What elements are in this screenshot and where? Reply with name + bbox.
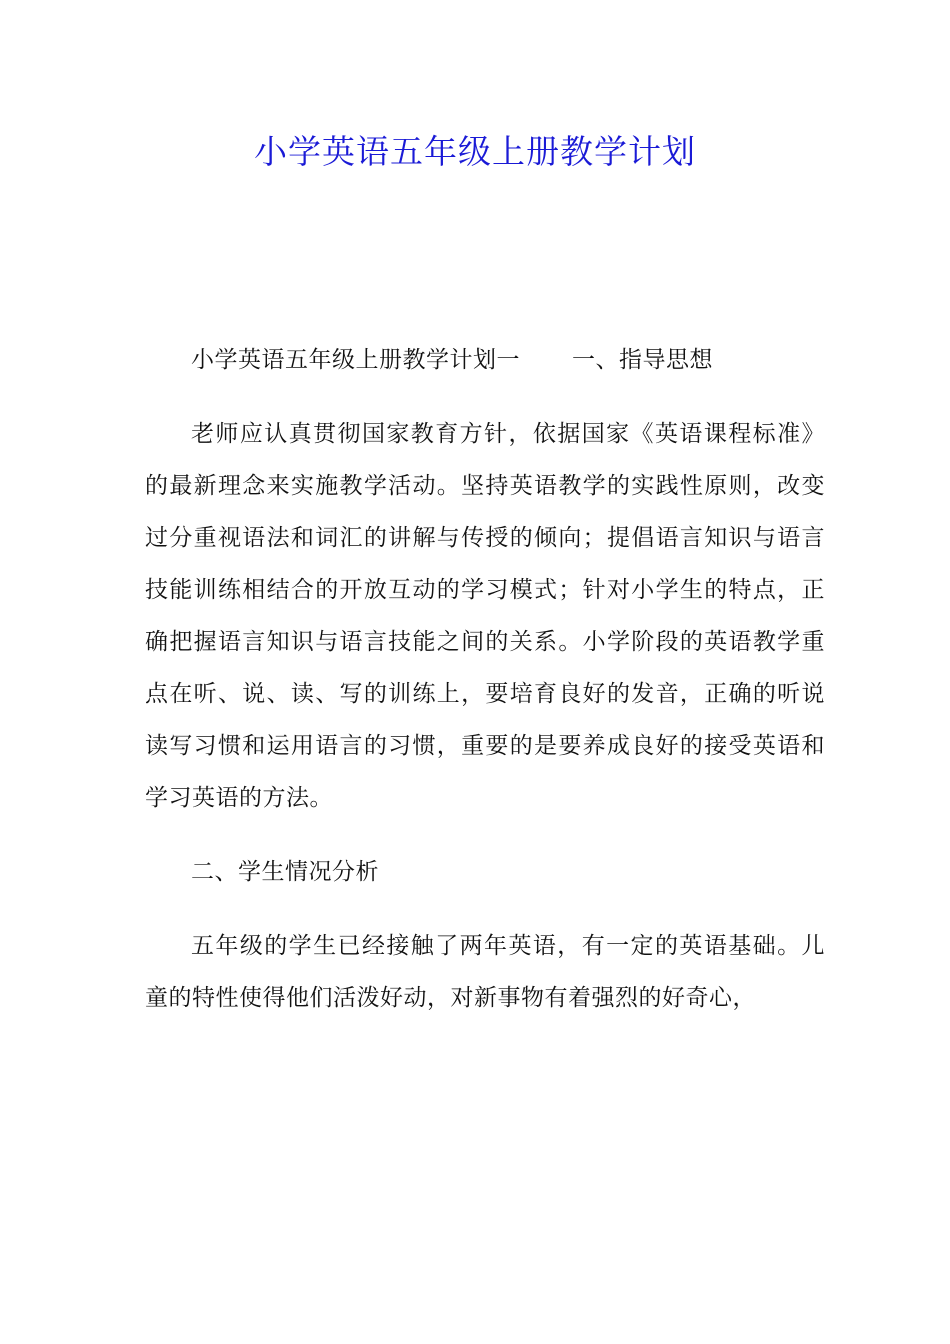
section-heading-line — [145, 334, 825, 386]
plan-subtitle: 小学英语五年级上册教学计划一 — [191, 347, 520, 373]
document-body — [145, 334, 825, 1046]
paragraph-guiding-thought: 老师应认真贯彻国家教育方针，依据国家《英语课程标准》的最新理念来实施教学活动。坚持英语教学的实践性原则，改变过分重视语法和词汇的讲解与传授的倾向；提倡语言知识与语言技能训练相结合的开放互动的学习模式；针对小学生的特点，正确把握语言知识与语言技能之间的关系。小学阶段的英语教学重点在听、说、读、写的训练上，要培育良好的发音，正确的听说读写习惯和运用语言的习惯，重要的是要养成良好的接受英语和学习英语的方法。 — [145, 421, 825, 811]
section-heading-guiding-thought: 一、指导思想 — [572, 347, 713, 373]
section-heading-student-analysis: 二、学生情况分析 — [191, 859, 379, 885]
paragraph-student-analysis: 五年级的学生已经接触了两年英语，有一定的英语基础。儿童的特性使得他们活泼好动，对新事物有着强烈的好奇心， — [145, 933, 825, 1011]
document-title: 小学英语五年级上册教学计划 — [254, 132, 696, 171]
